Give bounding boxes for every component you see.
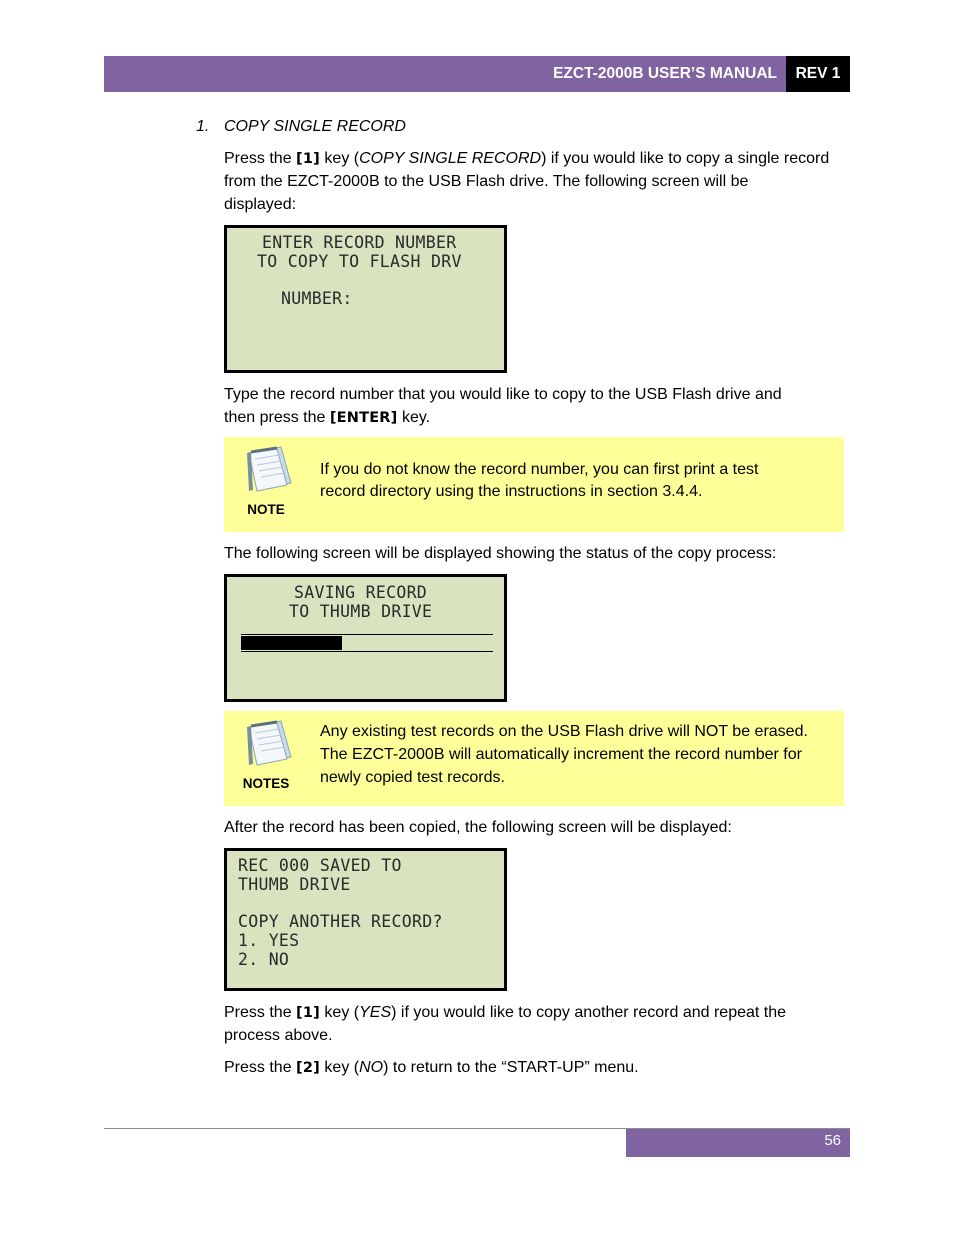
lcd-line: ENTER RECORD NUMBER <box>262 233 457 252</box>
text: key. <box>397 409 431 426</box>
para4: After the record has been copied, the following screen will be displayed: <box>224 819 732 836</box>
lcd-line: THUMB DRIVE <box>238 875 351 894</box>
notepad-icon <box>241 717 297 767</box>
para1-line2: from the EZCT-2000B to the USB Flash drive. The following screen will be <box>224 173 749 190</box>
notes-box <box>224 711 844 806</box>
note-text: Any existing test records on the USB Flash drive will NOT be erased. <box>320 723 808 740</box>
para2-line1: Type the record number that you would like to copy to the USB Flash drive and <box>224 386 782 403</box>
para1-line3: displayed: <box>224 196 297 213</box>
text: key ( <box>319 1004 360 1021</box>
note-text: newly copied test records. <box>320 769 505 786</box>
lcd-line: NUMBER: <box>281 289 353 308</box>
para5-line2: process above. <box>224 1027 333 1044</box>
lcd-screen-saving <box>224 574 507 702</box>
lcd-screen-saved <box>224 848 507 991</box>
note-label: NOTE <box>247 502 285 517</box>
notepad-icon <box>241 443 297 493</box>
key-enter: [ENTER] <box>329 410 398 426</box>
lcd-line: REC 000 SAVED TO <box>238 856 402 875</box>
para3: The following screen will be displayed showing the status of the copy process: <box>224 545 777 562</box>
header-band <box>104 56 786 92</box>
text: key ( <box>319 1059 360 1076</box>
revision-badge: REV 1 <box>786 56 850 92</box>
para6 <box>224 1056 639 1080</box>
para5-line1 <box>224 1001 786 1025</box>
lcd-line: COPY ANOTHER RECORD? <box>238 912 443 931</box>
text: ) if you would like to copy another record and repeat the <box>391 1004 787 1021</box>
key-1: [1] <box>296 151 320 167</box>
text: YES <box>359 1004 392 1021</box>
lcd-line: 2. NO <box>238 950 290 969</box>
page-number: 56 <box>626 1129 850 1157</box>
para2-line2 <box>224 406 430 430</box>
para1-line1 <box>224 147 829 171</box>
text: Press the <box>224 1004 297 1021</box>
text: NO <box>359 1059 384 1076</box>
lcd-line: TO THUMB DRIVE <box>289 602 433 621</box>
section-number: 1. <box>196 118 210 135</box>
text: Press the <box>224 150 297 167</box>
progress-bar <box>241 634 493 652</box>
lcd-line: TO COPY TO FLASH DRV <box>257 252 462 271</box>
note-box <box>224 437 844 532</box>
note-text: If you do not know the record number, you can first print a test <box>320 461 759 478</box>
text: Press the <box>224 1059 297 1076</box>
lcd-screen-enter-record <box>224 225 507 373</box>
text: then press the <box>224 409 330 426</box>
key-1: [1] <box>296 1005 320 1021</box>
progress-fill <box>241 636 342 650</box>
text: key ( <box>319 150 360 167</box>
section-title: COPY SINGLE RECORD <box>224 118 406 135</box>
note-text: record directory using the instructions in section 3.4.4. <box>320 483 703 500</box>
key-2: [2] <box>296 1060 320 1076</box>
lcd-line: SAVING RECORD <box>294 583 428 602</box>
manual-title: EZCT-2000B USER’S MANUAL <box>553 65 777 82</box>
lcd-line: 1. YES <box>238 931 300 950</box>
notes-label: NOTES <box>242 776 290 791</box>
text: ) to return to the “START-UP” menu. <box>383 1059 639 1076</box>
text: ) if you would like to copy a single record <box>541 150 830 167</box>
note-text: The EZCT-2000B will automatically increment the record number for <box>320 746 802 763</box>
text: COPY SINGLE RECORD <box>359 150 542 167</box>
